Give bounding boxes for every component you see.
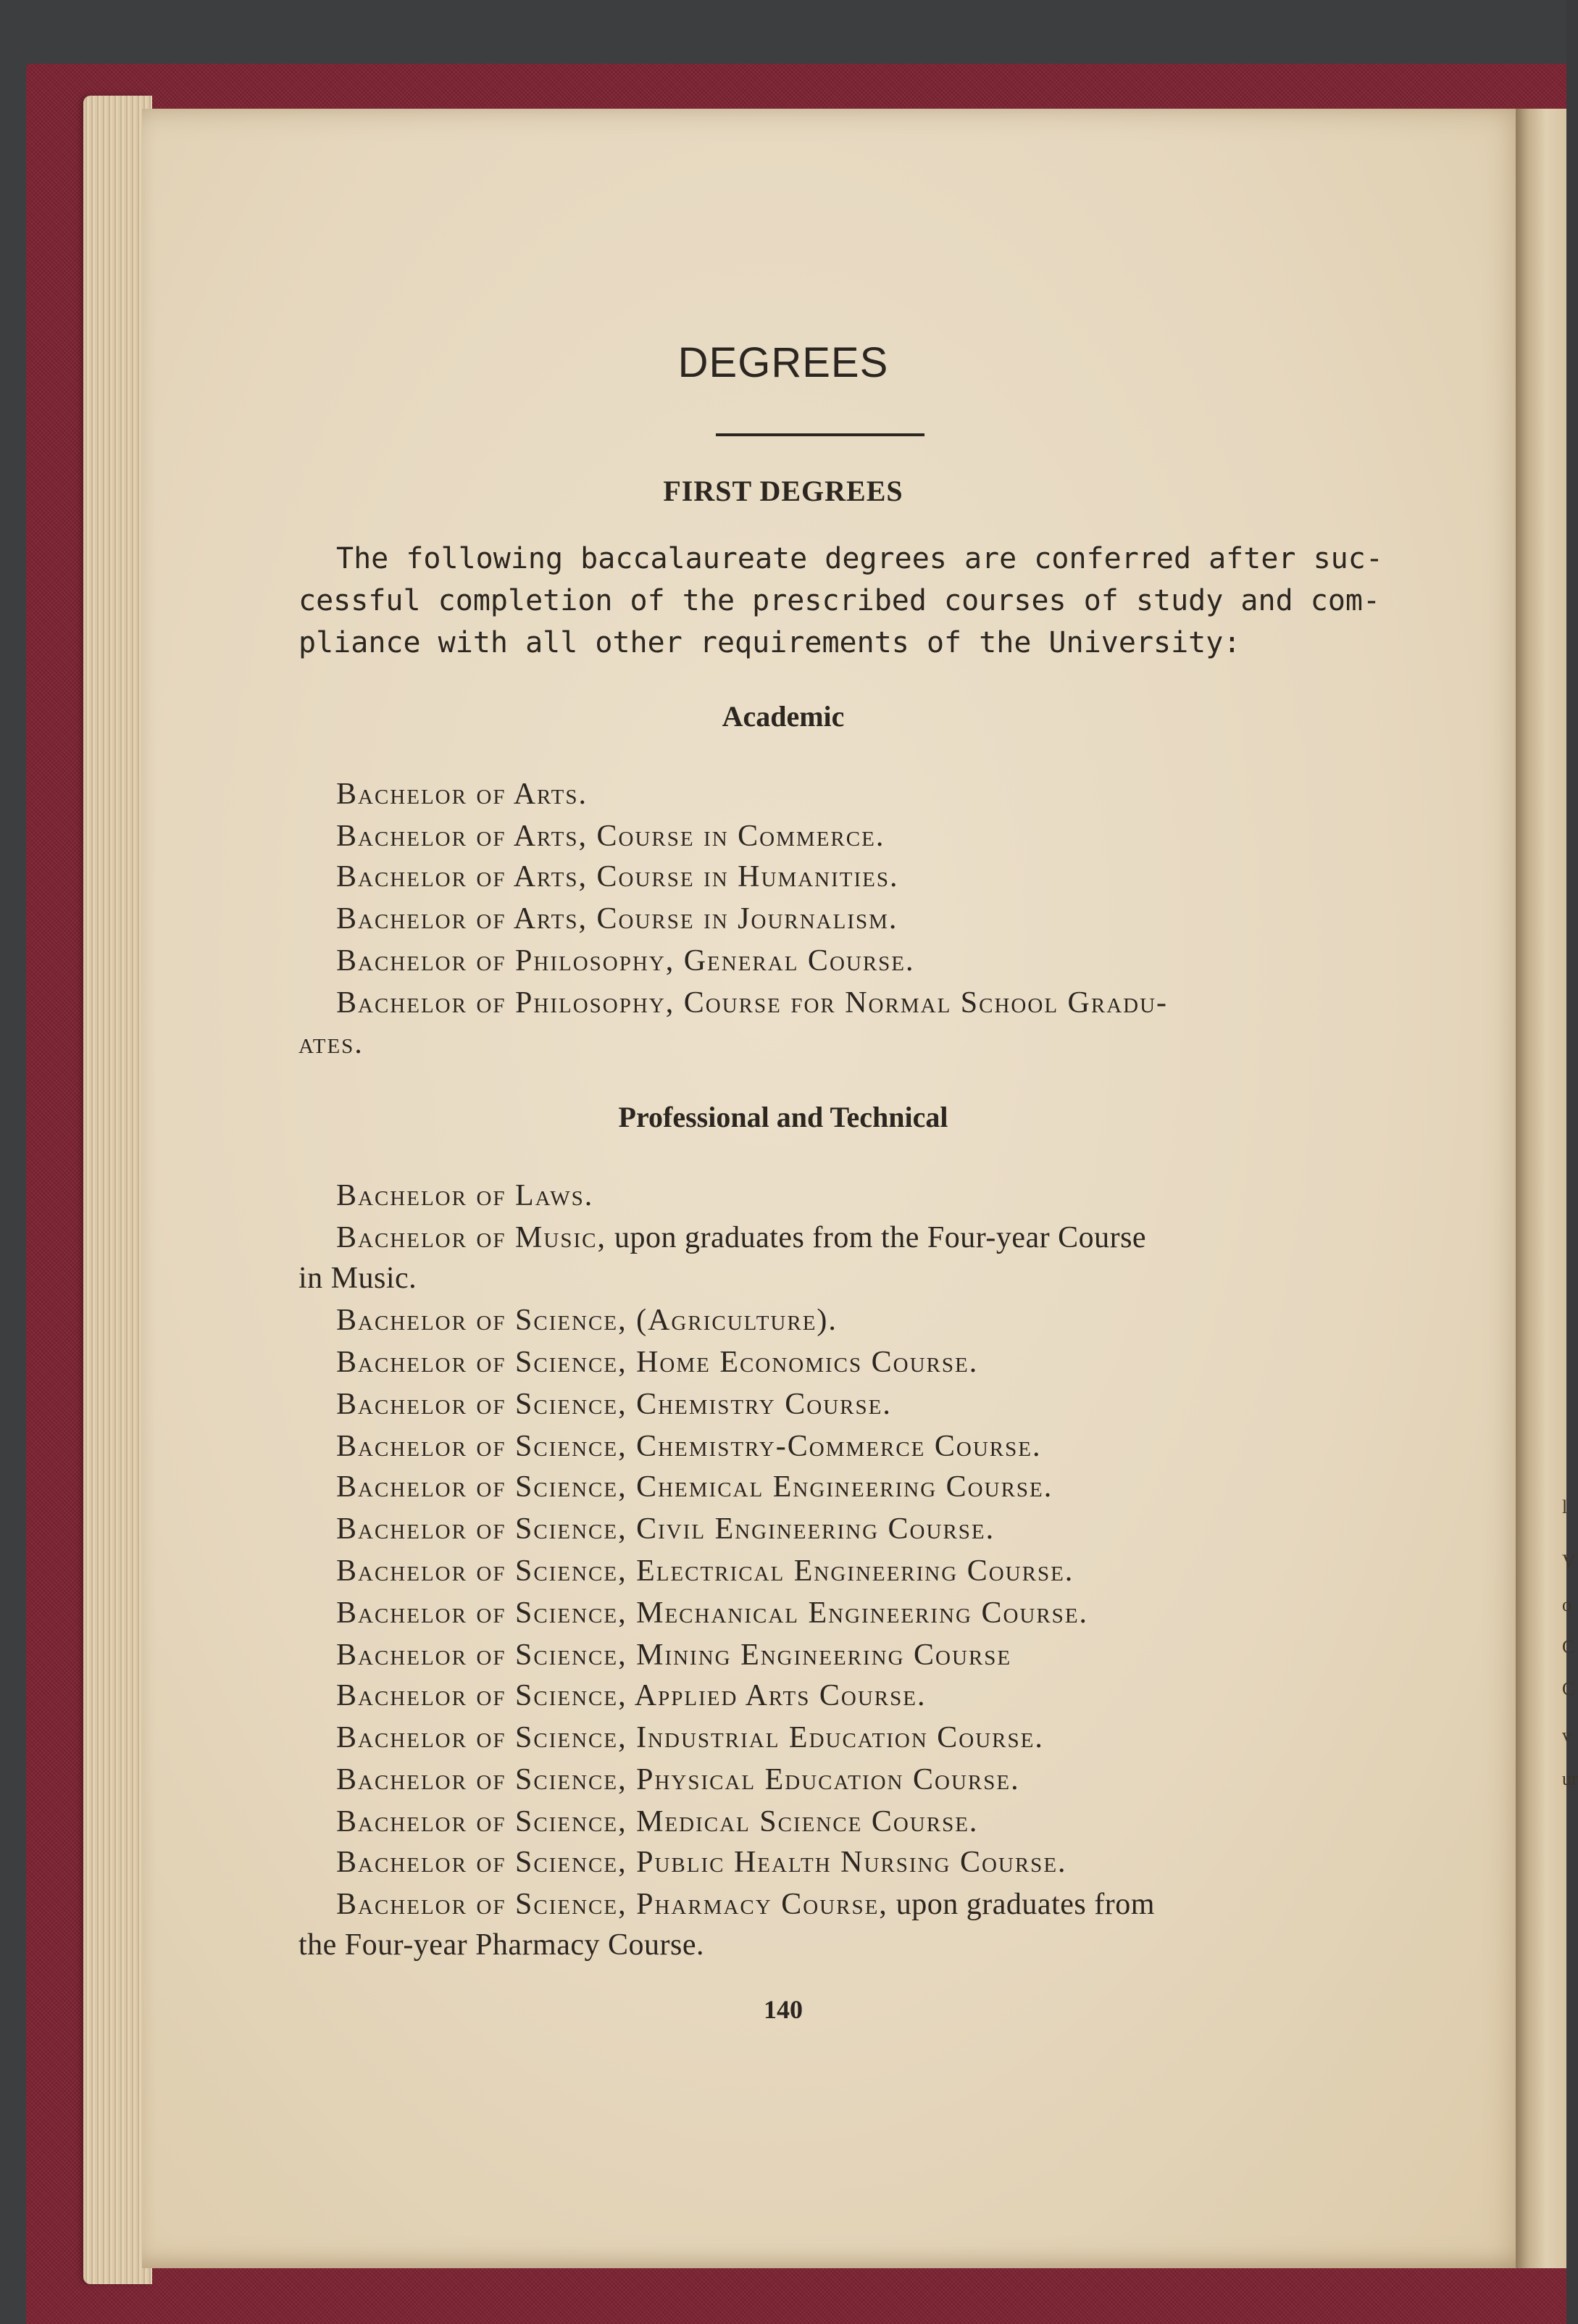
degree-line: Bachelor of Science, Applied Arts Course.	[336, 1679, 927, 1712]
degree-line: Bachelor of Science, Mining Engineering Course	[336, 1638, 1012, 1672]
title-rule	[716, 433, 924, 436]
degree-line: Bachelor of Science, Civil Engineering Course.	[336, 1512, 995, 1546]
degree-line-continuation: in Music.	[299, 1262, 417, 1295]
degree-line: Bachelor of Science, Physical Education Course.	[336, 1763, 1020, 1796]
degree-line: Bachelor of Science, Medical Science Course.	[336, 1805, 979, 1838]
degree-name: Bachelor of Music,	[336, 1221, 606, 1254]
degree-line	[336, 1887, 1155, 1922]
intro-line: pliance with all other requirements of the University:	[299, 626, 1241, 659]
degree-line: Bachelor of Science, Chemistry Course.	[336, 1388, 892, 1421]
degree-line: Bachelor of Science, Public Health Nursing Course.	[336, 1846, 1067, 1879]
degree-line-continuation: the Four-year Pharmacy Course.	[299, 1928, 704, 1962]
degree-line: Bachelor of Science, Chemistry-Commerce Course.	[336, 1430, 1042, 1463]
intro-line: cessful completion of the prescribed courses of study and com-	[299, 584, 1381, 617]
degree-line: Bachelor of Arts, Course in Commerce.	[336, 820, 885, 853]
degree-line: Bachelor of Science, Chemical Engineering Course.	[336, 1470, 1053, 1504]
degree-line: Bachelor of Science, Home Economics Course.	[336, 1346, 979, 1379]
page-number: 140	[764, 1995, 803, 2024]
degree-note: upon graduates from	[888, 1888, 1155, 1921]
degree-line-continuation: ates.	[299, 1027, 364, 1060]
margin-letter: o	[1562, 1594, 1571, 1615]
degree-name: Bachelor of Science, Pharmacy Course,	[336, 1888, 888, 1921]
degree-line: Bachelor of Science, Mechanical Engineering Course.	[336, 1596, 1089, 1630]
degree-line: Bachelor of Science, Electrical Engineering Course.	[336, 1554, 1074, 1588]
degree-note: upon graduates from the Four-year Course	[606, 1221, 1147, 1254]
degree-line: Bachelor of Philosophy, General Course.	[336, 944, 915, 978]
degree-line: Bachelor of Science, Industrial Education Course.	[336, 1721, 1044, 1754]
degree-line: Bachelor of Laws.	[336, 1179, 594, 1212]
margin-letter: ur	[1562, 1768, 1578, 1789]
degree-line: Bachelor of Arts, Course in Humanities.	[336, 860, 899, 894]
backdrop-top	[0, 0, 1566, 69]
margin-letter: C	[1562, 1678, 1575, 1699]
degree-line: Bachelor of Arts.	[336, 778, 588, 811]
page-title: DEGREES	[677, 339, 889, 386]
degree-line: Bachelor of Arts, Course in Journalism.	[336, 902, 898, 936]
degree-line: Bachelor of Science, (Agriculture).	[336, 1304, 838, 1337]
degree-line: Bachelor of Philosophy, Course for Normal School Gradu-	[336, 986, 1169, 1020]
section-title: FIRST DEGREES	[663, 475, 903, 507]
professional-heading: Professional and Technical	[618, 1101, 948, 1133]
margin-letter: V	[1562, 1551, 1576, 1572]
margin-letter: l	[1562, 1496, 1568, 1517]
margin-letter: v	[1562, 1725, 1571, 1746]
academic-heading: Academic	[722, 700, 845, 733]
degree-line	[336, 1220, 1146, 1255]
page-gutter	[1516, 109, 1566, 2268]
margin-letter: C	[1562, 1636, 1575, 1657]
intro-line: The following baccalaureate degrees are conferred after suc-	[336, 542, 1383, 575]
